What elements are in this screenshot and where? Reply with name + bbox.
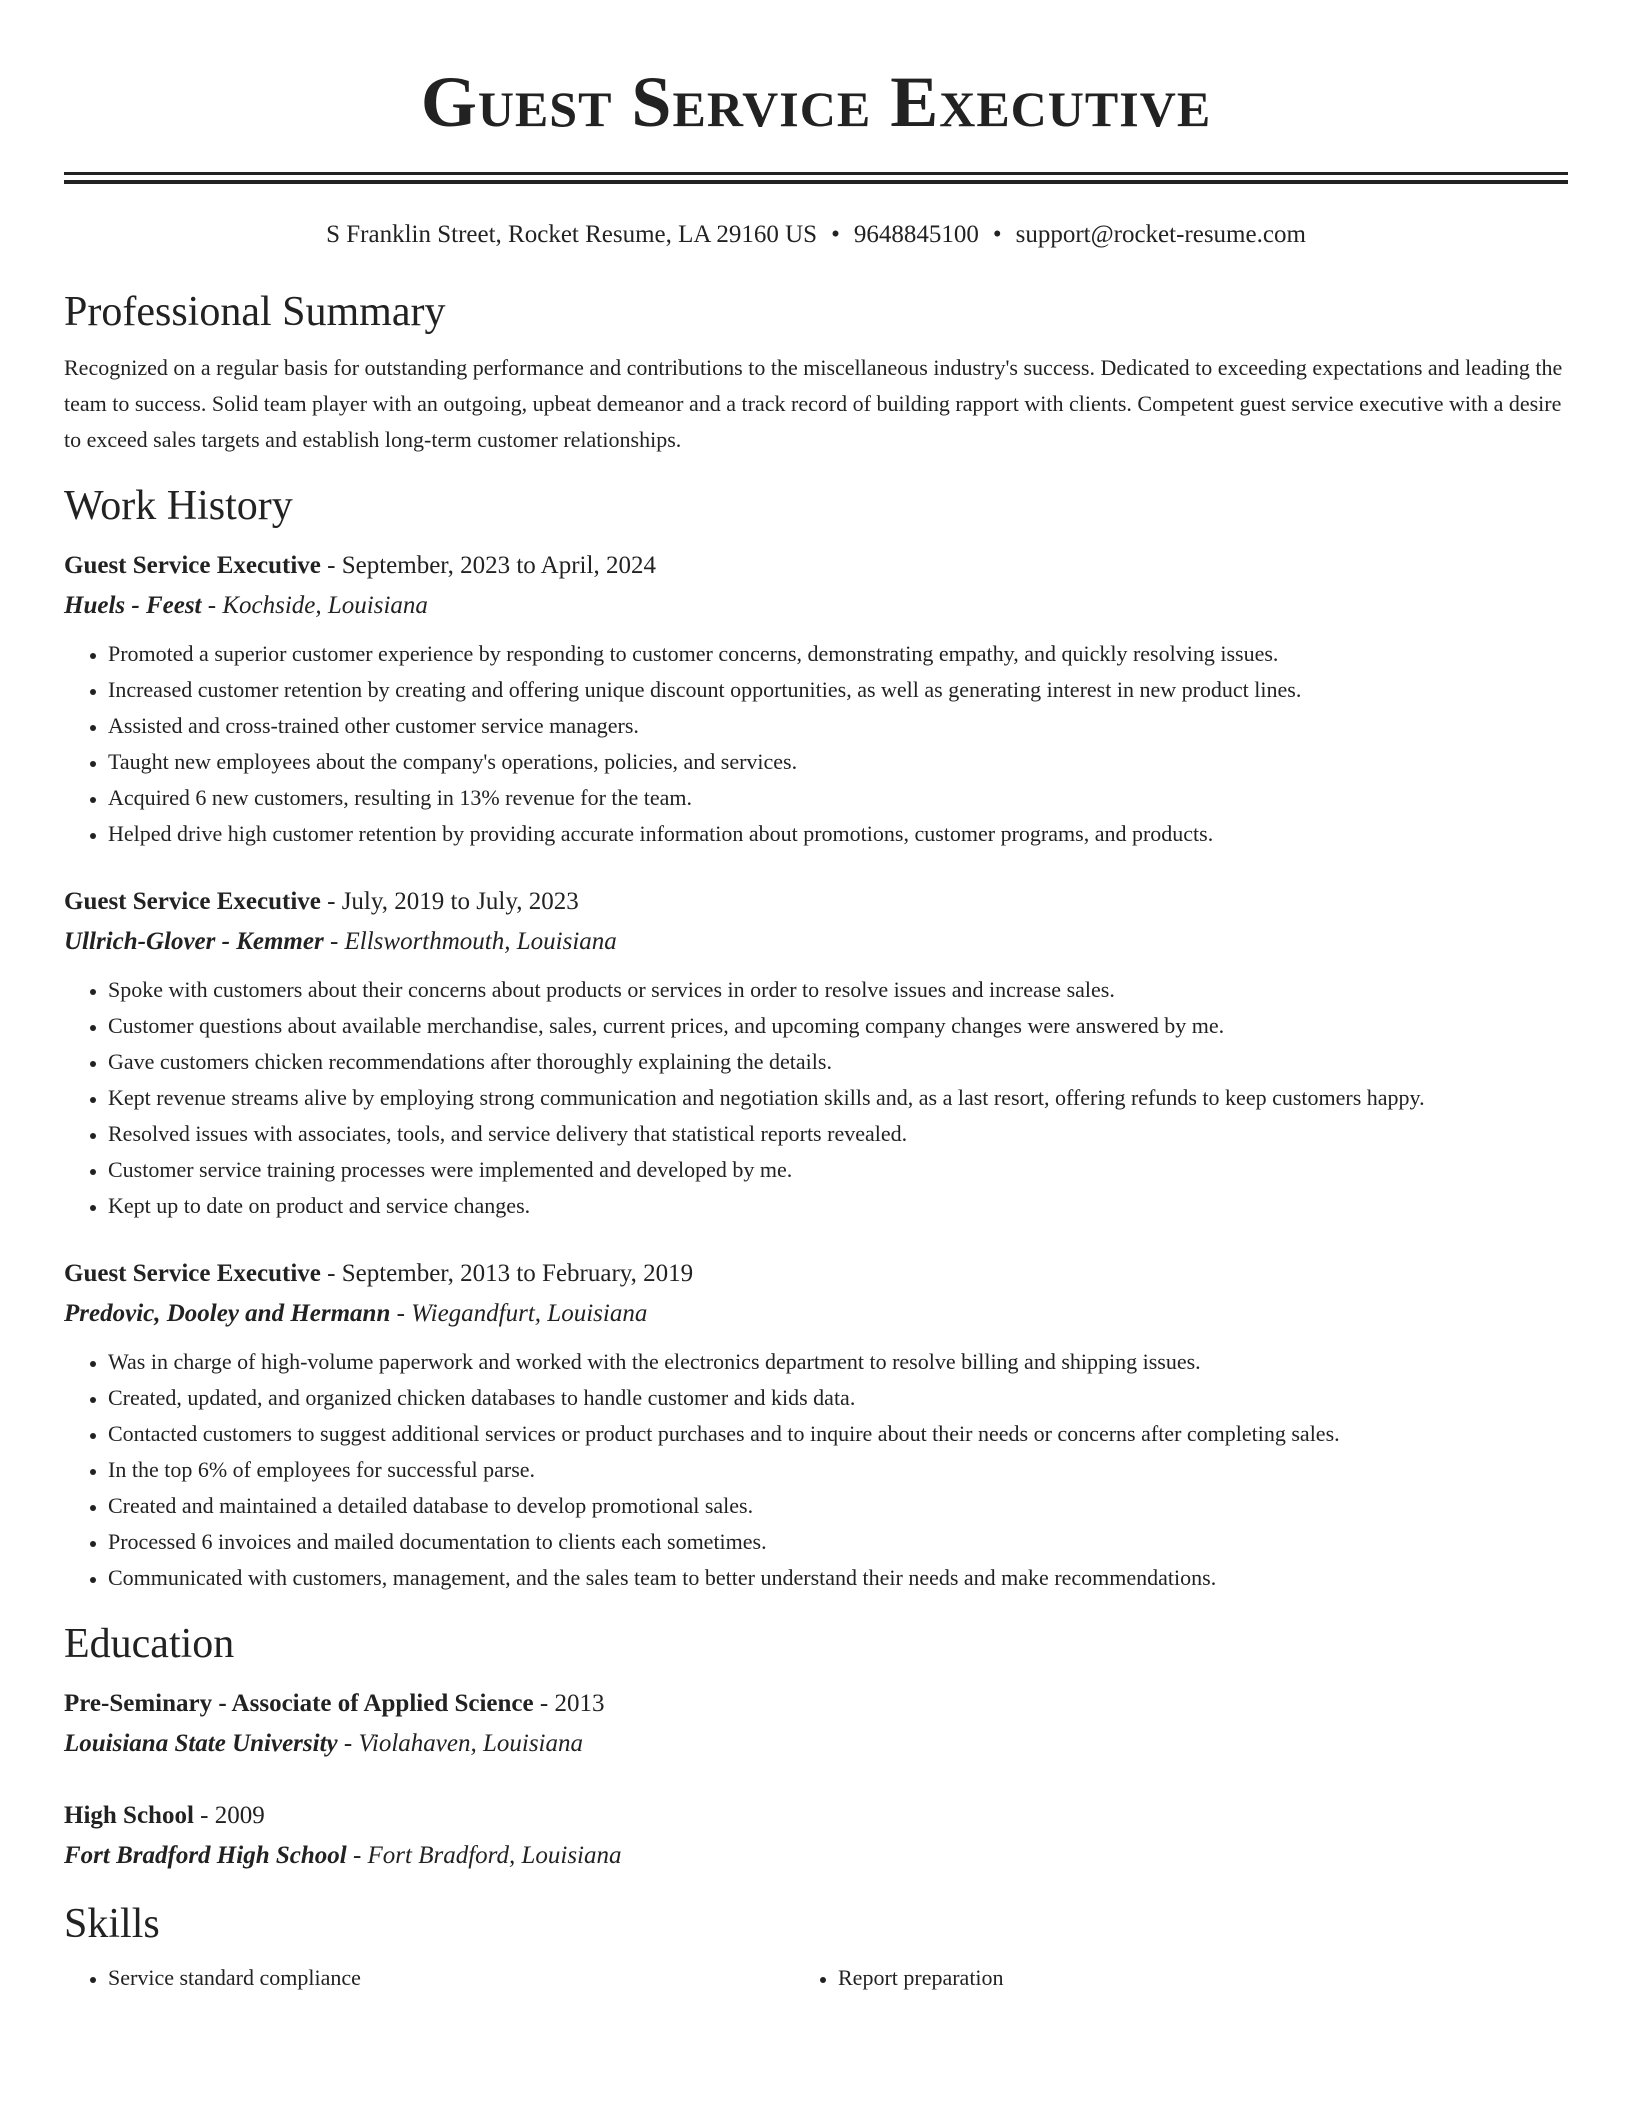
job-bullet: • Gave customers chicken recommendations after thoroughly explaining the details.: [108, 1044, 1568, 1080]
job-company: Ullrich-Glover - Kemmer: [64, 928, 324, 955]
skill-item: • Service standard compliance: [108, 1960, 838, 1996]
contact-email: support@rocket-resume.com: [1015, 221, 1306, 248]
job-entry: [64, 546, 1568, 852]
job-bullet: • Customer questions about available merchandise, sales, current prices, and upcoming company changes were answered by me.: [108, 1008, 1568, 1044]
job-entry: [64, 882, 1568, 1224]
summary-text: Recognized on a regular basis for outstanding performance and contributions to the miscellaneous industry's success. Dedicated to exceeding expectations and leading the team to success. Solid team player with an outgoing, upbeat demeanor and a track record of building rapport with clients. Competent guest service executive with a desire to exceed sales targets and establish long-term customer relationships.: [64, 355, 1563, 452]
job-bullet: • In the top 6% of employees for successful parse.: [108, 1452, 1568, 1488]
job-bullet: • Customer service training processes were implemented and developed by me.: [108, 1152, 1568, 1188]
contact-phone: 9648845100: [853, 221, 979, 248]
job-bullet: • Resolved issues with associates, tools, and service delivery that statistical reports revealed.: [108, 1116, 1568, 1152]
job-bullet: • Promoted a superior customer experience by responding to customer concerns, demonstrating empathy, and quickly resolving issues.: [108, 636, 1568, 672]
job-dates: - July, 2019 to July, 2023: [320, 888, 579, 915]
job-bullets: [64, 636, 1568, 852]
job-bullet: • Contacted customers to suggest additional services or product purchases and to inquire about their needs or concerns after completing sales.: [108, 1416, 1568, 1452]
job-company: Huels - Feest: [64, 592, 202, 619]
contact-line: [64, 218, 1568, 252]
job-bullet: • Communicated with customers, management, and the sales team to better understand their needs and make recommendations.: [108, 1560, 1568, 1596]
skills-list: [64, 1960, 1568, 1996]
job-bullet: • Was in charge of high-volume paperwork and worked with the electronics department to resolve billing and shipping issues.: [108, 1344, 1568, 1380]
education-school: Fort Bradford High School: [64, 1842, 347, 1869]
job-bullet: • Taught new employees about the company's operations, policies, and services.: [108, 744, 1568, 780]
education-degree: Pre-Seminary - Associate of Applied Science: [64, 1690, 534, 1717]
job-location: - Wiegandfurt, Louisiana: [390, 1300, 648, 1327]
contact-separator: •: [831, 221, 840, 248]
education-year: - 2009: [193, 1802, 265, 1829]
job-bullet: • Kept revenue streams alive by employing strong communication and negotiation skills and, as a last resort, offering refunds to keep customers happy.: [108, 1080, 1568, 1116]
job-location: - Kochside, Louisiana: [201, 592, 428, 619]
header-rule-bottom: [64, 180, 1568, 184]
job-title: Guest Service Executive: [64, 1260, 321, 1287]
education-degree: High School: [64, 1802, 194, 1829]
education-location: - Fort Bradford, Louisiana: [346, 1842, 622, 1869]
job-dates: - September, 2013 to February, 2019: [320, 1260, 694, 1287]
job-bullet: • Increased customer retention by creating and offering unique discount opportunities, as well as generating interest in new product lines.: [108, 672, 1568, 708]
job-company: Predovic, Dooley and Hermann: [64, 1300, 391, 1327]
resume-title: Guest Service Executive: [420, 62, 1212, 142]
education-entry: [64, 1684, 1568, 1764]
education-entry: [64, 1796, 1568, 1876]
job-dates: - September, 2023 to April, 2024: [320, 552, 656, 579]
job-title: Guest Service Executive: [64, 888, 321, 915]
job-bullet: • Created and maintained a detailed database to develop promotional sales.: [108, 1488, 1568, 1524]
education-location: - Violahaven, Louisiana: [337, 1730, 583, 1757]
job-bullet: • Assisted and cross-trained other customer service managers.: [108, 708, 1568, 744]
job-title: Guest Service Executive: [64, 552, 321, 579]
job-bullets: [64, 1344, 1568, 1596]
job-bullet: • Created, updated, and organized chicken databases to handle customer and kids data.: [108, 1380, 1568, 1416]
education-heading: Education: [64, 1621, 235, 1667]
job-entry: [64, 1254, 1568, 1596]
skill-item: • Report preparation: [838, 1960, 1568, 1996]
education-school: Louisiana State University: [64, 1730, 338, 1757]
job-bullet: • Acquired 6 new customers, resulting in 13% revenue for the team.: [108, 780, 1568, 816]
job-location: - Ellsworthmouth, Louisiana: [323, 928, 617, 955]
job-bullet: • Spoke with customers about their concerns about products or services in order to resolve issues and increase sales.: [108, 972, 1568, 1008]
job-bullet: • Kept up to date on product and service changes.: [108, 1188, 1568, 1224]
contact-address: S Franklin Street, Rocket Resume, LA 29160 US: [326, 221, 818, 248]
summary-heading: Professional Summary: [64, 289, 446, 335]
job-bullet: • Helped drive high customer retention by providing accurate information about promotions, customer programs, and products.: [108, 816, 1568, 852]
contact-separator: •: [992, 221, 1002, 248]
education-year: - 2013: [533, 1690, 605, 1717]
job-bullets: [64, 972, 1568, 1224]
skills-heading: Skills: [64, 1901, 160, 1947]
work-history-heading: Work History: [64, 483, 293, 529]
job-bullet: • Processed 6 invoices and mailed documentation to clients each sometimes.: [108, 1524, 1568, 1560]
